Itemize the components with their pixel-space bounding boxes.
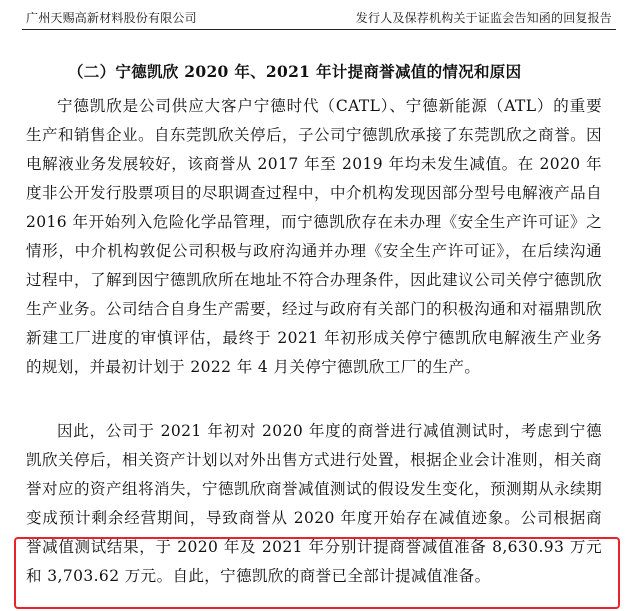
header-report-title: 发行人及保荐机构关于证监会告知函的回复报告 — [355, 11, 612, 25]
body-paragraph-1: 宁德凯欣是公司供应大客户宁德时代（CATL）、宁德新能源（ATL）的重要生产和销售企业。自东莞凯欣关停后，子公司宁德凯欣承接了东莞凯欣之商誉。因电解液业务发展较好，该商誉从 2017 年至 2019 年均未发生减值。在 2020 年度非公开发行股票项目的尽职调查过程中，中介机构发现因部分型号电解液产品自 2016 年开始列入危险化学品管理，而宁德凯欣存在未办理《安全生产许可证》之情形，中介机构敦促公司积极与政府沟通并办理《安全生产许可证》，在后续沟通过程中，了解到因宁德凯欣所在地址不符合办理条件，因此建议公司关停宁德凯欣生产业务。公司结合自身生产需要，经过与政府有关部门的积极沟通和对福鼎凯欣新建工厂进度的审慎评估，最终于 2021 年初形成关停宁德凯欣电解液生产业务的规划，并最初计划于 2022 年 4 月关停宁德凯欣工厂的生产。 — [26, 97, 602, 376]
page-header — [0, 0, 626, 31]
header-company-name: 广州天赐高新材料股份有限公司 — [26, 11, 197, 25]
body-paragraph-2: 因此，公司于 2021 年初对 2020 年度的商誉进行减值测试时，考虑到宁德凯欣关停后，相关资产计划以对外出售方式进行处置，根据企业会计准则，相关商誉对应的资产组将消失，宁德凯欣商誉减值测试的假设发生变化，预测期从永续期变成预计剩余经营期间，导致商誉从 2020 年度开始存在减值迹象。公司根据商誉减值测试结果，于 2020 年及 2021 年分别计提商誉减值准备 8,630.93 万元和 3,703.62 万元。自此，宁德凯欣的商誉已全部计提减值准备。 — [26, 422, 602, 585]
section-heading: （二）宁德凯欣 2020 年、2021 年计提商誉减值的情况和原因 — [68, 62, 522, 81]
highlight-annotation-box — [14, 537, 620, 609]
header-divider — [22, 29, 616, 30]
